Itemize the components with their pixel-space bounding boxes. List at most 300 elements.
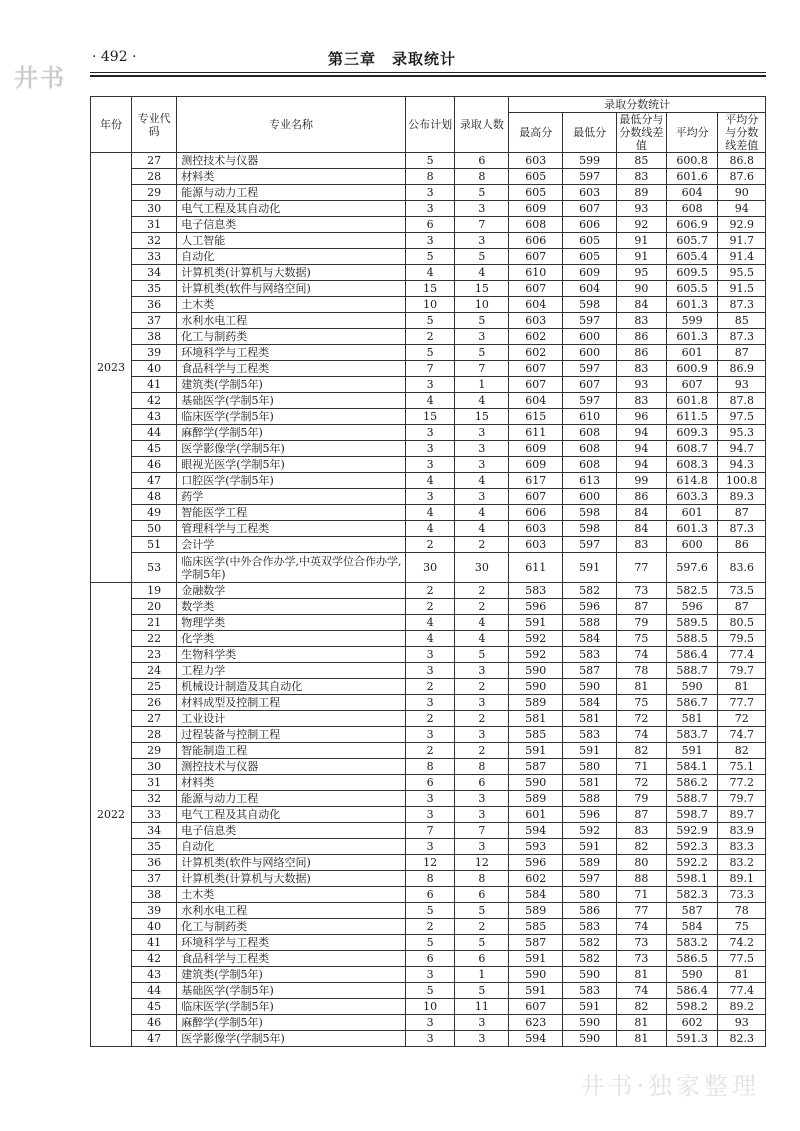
table-row (91, 553, 766, 583)
avg-score-cell: 598.2 (666, 999, 718, 1015)
major-code-cell: 30 (131, 759, 176, 775)
major-code-cell: 42 (131, 951, 176, 967)
avg-score-cell: 586.4 (666, 983, 718, 999)
min-score-cell: 598 (563, 521, 617, 537)
plan-cell: 2 (405, 583, 455, 599)
table-row (91, 265, 766, 281)
min-diff-cell: 86 (617, 345, 667, 361)
min-diff-cell: 74 (617, 983, 667, 999)
table-row (91, 313, 766, 329)
avg-score-cell: 591.3 (666, 1031, 718, 1047)
avg-diff-cell: 77.2 (718, 775, 766, 791)
table-row (91, 983, 766, 999)
major-code-cell: 29 (131, 743, 176, 759)
avg-score-cell: 614.8 (666, 473, 718, 489)
plan-cell: 6 (405, 951, 455, 967)
min-diff-cell: 94 (617, 457, 667, 473)
major-code-cell: 50 (131, 521, 176, 537)
min-diff-cell: 94 (617, 441, 667, 457)
avg-diff-cell: 79.5 (718, 631, 766, 647)
table-row (91, 329, 766, 345)
min-diff-cell: 85 (617, 153, 667, 169)
max-score-cell: 607 (509, 999, 563, 1015)
major-name-cell: 管理科学与工程类 (177, 521, 406, 537)
min-score-cell: 587 (563, 663, 617, 679)
major-code-cell: 47 (131, 473, 176, 489)
min-score-cell: 583 (563, 647, 617, 663)
major-name-cell: 环境科学与工程类 (177, 935, 406, 951)
header-avg-diff: 平均分与分数线差值 (718, 113, 766, 153)
admitted-cell: 15 (455, 409, 509, 425)
major-name-cell: 电子信息类 (177, 217, 406, 233)
major-name-cell: 电子信息类 (177, 823, 406, 839)
min-diff-cell: 86 (617, 329, 667, 345)
plan-cell: 7 (405, 823, 455, 839)
admitted-cell: 2 (455, 743, 509, 759)
max-score-cell: 623 (509, 1015, 563, 1031)
major-name-cell: 计算机类(软件与网络空间) (177, 855, 406, 871)
admitted-cell: 5 (455, 647, 509, 663)
max-score-cell: 581 (509, 711, 563, 727)
major-code-cell: 32 (131, 233, 176, 249)
avg-diff-cell: 89.1 (718, 871, 766, 887)
avg-diff-cell: 91.5 (718, 281, 766, 297)
min-score-cell: 597 (563, 313, 617, 329)
major-code-cell: 24 (131, 663, 176, 679)
major-code-cell: 38 (131, 329, 176, 345)
max-score-cell: 615 (509, 409, 563, 425)
avg-diff-cell: 87 (718, 345, 766, 361)
plan-cell: 4 (405, 473, 455, 489)
admitted-cell: 12 (455, 855, 509, 871)
table-row (91, 169, 766, 185)
min-score-cell: 600 (563, 345, 617, 361)
plan-cell: 2 (405, 743, 455, 759)
min-diff-cell: 96 (617, 409, 667, 425)
avg-score-cell: 601 (666, 345, 718, 361)
avg-score-cell: 599 (666, 313, 718, 329)
min-diff-cell: 87 (617, 599, 667, 615)
major-name-cell: 测控技术与仪器 (177, 153, 406, 169)
table-row (91, 489, 766, 505)
avg-diff-cell: 89.7 (718, 807, 766, 823)
page-number: · 492 · (92, 49, 137, 65)
min-diff-cell: 89 (617, 185, 667, 201)
avg-score-cell: 600.8 (666, 153, 718, 169)
min-diff-cell: 74 (617, 727, 667, 743)
min-diff-cell: 88 (617, 871, 667, 887)
avg-diff-cell: 86.9 (718, 361, 766, 377)
year-cell: 2022 (91, 583, 132, 1047)
major-name-cell: 化工与制药类 (177, 329, 406, 345)
plan-cell: 3 (405, 839, 455, 855)
min-score-cell: 591 (563, 999, 617, 1015)
major-code-cell: 31 (131, 775, 176, 791)
table-row (91, 663, 766, 679)
admitted-cell: 6 (455, 887, 509, 903)
table-body (91, 153, 766, 1047)
major-code-cell: 36 (131, 855, 176, 871)
avg-score-cell: 601 (666, 505, 718, 521)
min-score-cell: 596 (563, 807, 617, 823)
min-score-cell: 609 (563, 265, 617, 281)
plan-cell: 4 (405, 265, 455, 281)
plan-cell: 5 (405, 983, 455, 999)
min-score-cell: 600 (563, 329, 617, 345)
table-row (91, 823, 766, 839)
major-name-cell: 水利水电工程 (177, 313, 406, 329)
major-name-cell: 智能制造工程 (177, 743, 406, 759)
min-diff-cell: 92 (617, 217, 667, 233)
max-score-cell: 590 (509, 679, 563, 695)
major-name-cell: 计算机类(计算机与大数据) (177, 265, 406, 281)
major-code-cell: 43 (131, 409, 176, 425)
min-diff-cell: 87 (617, 807, 667, 823)
admitted-cell: 1 (455, 377, 509, 393)
major-name-cell: 自动化 (177, 249, 406, 265)
avg-diff-cell: 79.7 (718, 663, 766, 679)
major-name-cell: 土木类 (177, 887, 406, 903)
table-row (91, 473, 766, 489)
table-row (91, 599, 766, 615)
max-score-cell: 585 (509, 727, 563, 743)
max-score-cell: 604 (509, 393, 563, 409)
plan-cell: 3 (405, 185, 455, 201)
plan-cell: 2 (405, 919, 455, 935)
min-score-cell: 591 (563, 553, 617, 583)
max-score-cell: 594 (509, 823, 563, 839)
major-name-cell: 建筑类(学制5年) (177, 967, 406, 983)
min-diff-cell: 83 (617, 537, 667, 553)
major-name-cell: 物理学类 (177, 615, 406, 631)
min-score-cell: 599 (563, 153, 617, 169)
avg-score-cell: 601.3 (666, 297, 718, 313)
major-code-cell: 53 (131, 553, 176, 583)
min-diff-cell: 83 (617, 169, 667, 185)
major-code-cell: 46 (131, 457, 176, 473)
max-score-cell: 607 (509, 281, 563, 297)
max-score-cell: 596 (509, 855, 563, 871)
avg-diff-cell: 73.3 (718, 887, 766, 903)
table-row (91, 679, 766, 695)
min-score-cell: 589 (563, 855, 617, 871)
max-score-cell: 583 (509, 583, 563, 599)
avg-diff-cell: 83.2 (718, 855, 766, 871)
admitted-cell: 11 (455, 999, 509, 1015)
plan-cell: 8 (405, 169, 455, 185)
admitted-cell: 3 (455, 727, 509, 743)
table-row (91, 711, 766, 727)
table-row (91, 297, 766, 313)
min-diff-cell: 86 (617, 489, 667, 505)
major-name-cell: 工程力学 (177, 663, 406, 679)
major-code-cell: 20 (131, 599, 176, 615)
avg-diff-cell: 87.6 (718, 169, 766, 185)
table-row (91, 1031, 766, 1047)
major-code-cell: 46 (131, 1015, 176, 1031)
min-score-cell: 588 (563, 791, 617, 807)
admitted-cell: 2 (455, 537, 509, 553)
table-row (91, 919, 766, 935)
max-score-cell: 596 (509, 599, 563, 615)
table-row (91, 409, 766, 425)
major-name-cell: 过程装备与控制工程 (177, 727, 406, 743)
max-score-cell: 603 (509, 153, 563, 169)
min-score-cell: 596 (563, 599, 617, 615)
min-score-cell: 583 (563, 983, 617, 999)
table-row (91, 967, 766, 983)
table-row (91, 249, 766, 265)
min-score-cell: 588 (563, 615, 617, 631)
admitted-cell: 3 (455, 839, 509, 855)
min-diff-cell: 79 (617, 615, 667, 631)
min-diff-cell: 83 (617, 313, 667, 329)
min-diff-cell: 81 (617, 1015, 667, 1031)
avg-score-cell: 584.1 (666, 759, 718, 775)
plan-cell: 10 (405, 999, 455, 1015)
avg-score-cell: 582.5 (666, 583, 718, 599)
table-row (91, 871, 766, 887)
avg-score-cell: 583.2 (666, 935, 718, 951)
major-code-cell: 40 (131, 919, 176, 935)
min-diff-cell: 91 (617, 233, 667, 249)
plan-cell: 15 (405, 409, 455, 425)
min-score-cell: 607 (563, 201, 617, 217)
major-name-cell: 生物科学类 (177, 647, 406, 663)
plan-cell: 3 (405, 807, 455, 823)
table-row (91, 887, 766, 903)
plan-cell: 12 (405, 855, 455, 871)
major-name-cell: 自动化 (177, 839, 406, 855)
min-diff-cell: 79 (617, 791, 667, 807)
table-row (91, 807, 766, 823)
plan-cell: 4 (405, 521, 455, 537)
min-score-cell: 605 (563, 233, 617, 249)
plan-cell: 3 (405, 647, 455, 663)
max-score-cell: 604 (509, 297, 563, 313)
major-name-cell: 数学类 (177, 599, 406, 615)
major-name-cell: 药学 (177, 489, 406, 505)
min-diff-cell: 72 (617, 775, 667, 791)
avg-diff-cell: 78 (718, 903, 766, 919)
avg-diff-cell: 87.8 (718, 393, 766, 409)
admitted-cell: 8 (455, 759, 509, 775)
avg-score-cell: 590 (666, 967, 718, 983)
max-score-cell: 589 (509, 903, 563, 919)
max-score-cell: 611 (509, 553, 563, 583)
max-score-cell: 591 (509, 983, 563, 999)
min-diff-cell: 82 (617, 999, 667, 1015)
plan-cell: 4 (405, 615, 455, 631)
major-name-cell: 化工与制药类 (177, 919, 406, 935)
avg-score-cell: 601.3 (666, 329, 718, 345)
plan-cell: 4 (405, 631, 455, 647)
admitted-cell: 3 (455, 329, 509, 345)
major-name-cell: 智能医学工程 (177, 505, 406, 521)
avg-diff-cell: 77.7 (718, 695, 766, 711)
header-rule (90, 72, 766, 73)
min-diff-cell: 73 (617, 951, 667, 967)
avg-diff-cell: 83.6 (718, 553, 766, 583)
avg-score-cell: 604 (666, 185, 718, 201)
max-score-cell: 589 (509, 695, 563, 711)
major-name-cell: 化学类 (177, 631, 406, 647)
admitted-cell: 4 (455, 505, 509, 521)
admitted-cell: 10 (455, 297, 509, 313)
header-min-diff: 最低分与分数线差值 (617, 113, 667, 153)
plan-cell: 3 (405, 967, 455, 983)
max-score-cell: 605 (509, 169, 563, 185)
table-row (91, 791, 766, 807)
major-code-cell: 21 (131, 615, 176, 631)
major-code-cell: 35 (131, 839, 176, 855)
avg-score-cell: 586.4 (666, 647, 718, 663)
avg-score-cell: 586.7 (666, 695, 718, 711)
admitted-cell: 5 (455, 983, 509, 999)
avg-score-cell: 584 (666, 919, 718, 935)
avg-score-cell: 609.3 (666, 425, 718, 441)
admitted-cell: 3 (455, 425, 509, 441)
plan-cell: 3 (405, 457, 455, 473)
avg-score-cell: 591 (666, 743, 718, 759)
avg-score-cell: 611.5 (666, 409, 718, 425)
plan-cell: 3 (405, 425, 455, 441)
min-score-cell: 605 (563, 249, 617, 265)
admitted-cell: 3 (455, 807, 509, 823)
avg-diff-cell: 90 (718, 185, 766, 201)
avg-score-cell: 588.7 (666, 791, 718, 807)
major-name-cell: 医学影像学(学制5年) (177, 441, 406, 457)
max-score-cell: 587 (509, 759, 563, 775)
min-diff-cell: 71 (617, 759, 667, 775)
major-name-cell: 麻醉学(学制5年) (177, 1015, 406, 1031)
plan-cell: 3 (405, 233, 455, 249)
avg-diff-cell: 79.7 (718, 791, 766, 807)
avg-score-cell: 590 (666, 679, 718, 695)
max-score-cell: 603 (509, 313, 563, 329)
max-score-cell: 617 (509, 473, 563, 489)
min-diff-cell: 99 (617, 473, 667, 489)
table-row (91, 217, 766, 233)
max-score-cell: 606 (509, 505, 563, 521)
table-row (91, 903, 766, 919)
avg-score-cell: 600 (666, 537, 718, 553)
header-year: 年份 (91, 97, 132, 153)
major-code-cell: 35 (131, 281, 176, 297)
max-score-cell: 603 (509, 521, 563, 537)
avg-score-cell: 588.7 (666, 663, 718, 679)
admitted-cell: 3 (455, 695, 509, 711)
min-diff-cell: 73 (617, 935, 667, 951)
plan-cell: 3 (405, 441, 455, 457)
admitted-cell: 3 (455, 233, 509, 249)
plan-cell: 4 (405, 505, 455, 521)
major-name-cell: 材料类 (177, 169, 406, 185)
admitted-cell: 1 (455, 967, 509, 983)
plan-cell: 5 (405, 153, 455, 169)
min-diff-cell: 84 (617, 521, 667, 537)
table-row (91, 281, 766, 297)
table-row (91, 759, 766, 775)
avg-diff-cell: 81 (718, 967, 766, 983)
table-row (91, 695, 766, 711)
admitted-cell: 6 (455, 951, 509, 967)
table-row (91, 393, 766, 409)
min-diff-cell: 83 (617, 823, 667, 839)
admitted-cell: 3 (455, 791, 509, 807)
avg-diff-cell: 81 (718, 679, 766, 695)
max-score-cell: 594 (509, 1031, 563, 1047)
major-name-cell: 土木类 (177, 297, 406, 313)
plan-cell: 2 (405, 679, 455, 695)
min-diff-cell: 80 (617, 855, 667, 871)
major-name-cell: 建筑类(学制5年) (177, 377, 406, 393)
major-code-cell: 44 (131, 983, 176, 999)
avg-score-cell: 592.9 (666, 823, 718, 839)
max-score-cell: 602 (509, 329, 563, 345)
admitted-cell: 2 (455, 711, 509, 727)
table-row (91, 185, 766, 201)
avg-diff-cell: 91.7 (718, 233, 766, 249)
admitted-cell: 2 (455, 599, 509, 615)
min-score-cell: 604 (563, 281, 617, 297)
max-score-cell: 605 (509, 185, 563, 201)
admitted-cell: 2 (455, 919, 509, 935)
min-score-cell: 591 (563, 743, 617, 759)
major-name-cell: 临床医学(中外合作办学,中英双学位合作办学,学制5年) (177, 553, 406, 583)
major-name-cell: 医学影像学(学制5年) (177, 1031, 406, 1047)
max-score-cell: 611 (509, 425, 563, 441)
year-cell: 2023 (91, 153, 132, 583)
min-score-cell: 590 (563, 967, 617, 983)
max-score-cell: 585 (509, 919, 563, 935)
avg-diff-cell: 77.4 (718, 647, 766, 663)
max-score-cell: 593 (509, 839, 563, 855)
avg-diff-cell: 80.5 (718, 615, 766, 631)
avg-diff-cell: 87.3 (718, 521, 766, 537)
plan-cell: 8 (405, 871, 455, 887)
plan-cell: 3 (405, 727, 455, 743)
major-name-cell: 金融数学 (177, 583, 406, 599)
avg-score-cell: 588.5 (666, 631, 718, 647)
table-row (91, 839, 766, 855)
avg-diff-cell: 75 (718, 919, 766, 935)
avg-diff-cell: 100.8 (718, 473, 766, 489)
min-diff-cell: 72 (617, 711, 667, 727)
table-row (91, 615, 766, 631)
min-diff-cell: 84 (617, 505, 667, 521)
plan-cell: 8 (405, 759, 455, 775)
avg-diff-cell: 86 (718, 537, 766, 553)
max-score-cell: 590 (509, 663, 563, 679)
major-name-cell: 临床医学(学制5年) (177, 999, 406, 1015)
avg-diff-cell: 72 (718, 711, 766, 727)
avg-diff-cell: 87 (718, 505, 766, 521)
min-diff-cell: 81 (617, 1031, 667, 1047)
min-diff-cell: 75 (617, 631, 667, 647)
major-code-cell: 49 (131, 505, 176, 521)
plan-cell: 30 (405, 553, 455, 583)
min-diff-cell: 90 (617, 281, 667, 297)
publisher-logo: 井书 (14, 64, 66, 92)
min-score-cell: 580 (563, 759, 617, 775)
avg-diff-cell: 93 (718, 377, 766, 393)
table-row (91, 201, 766, 217)
plan-cell: 3 (405, 663, 455, 679)
table-row (91, 647, 766, 663)
max-score-cell: 591 (509, 951, 563, 967)
major-code-cell: 51 (131, 537, 176, 553)
